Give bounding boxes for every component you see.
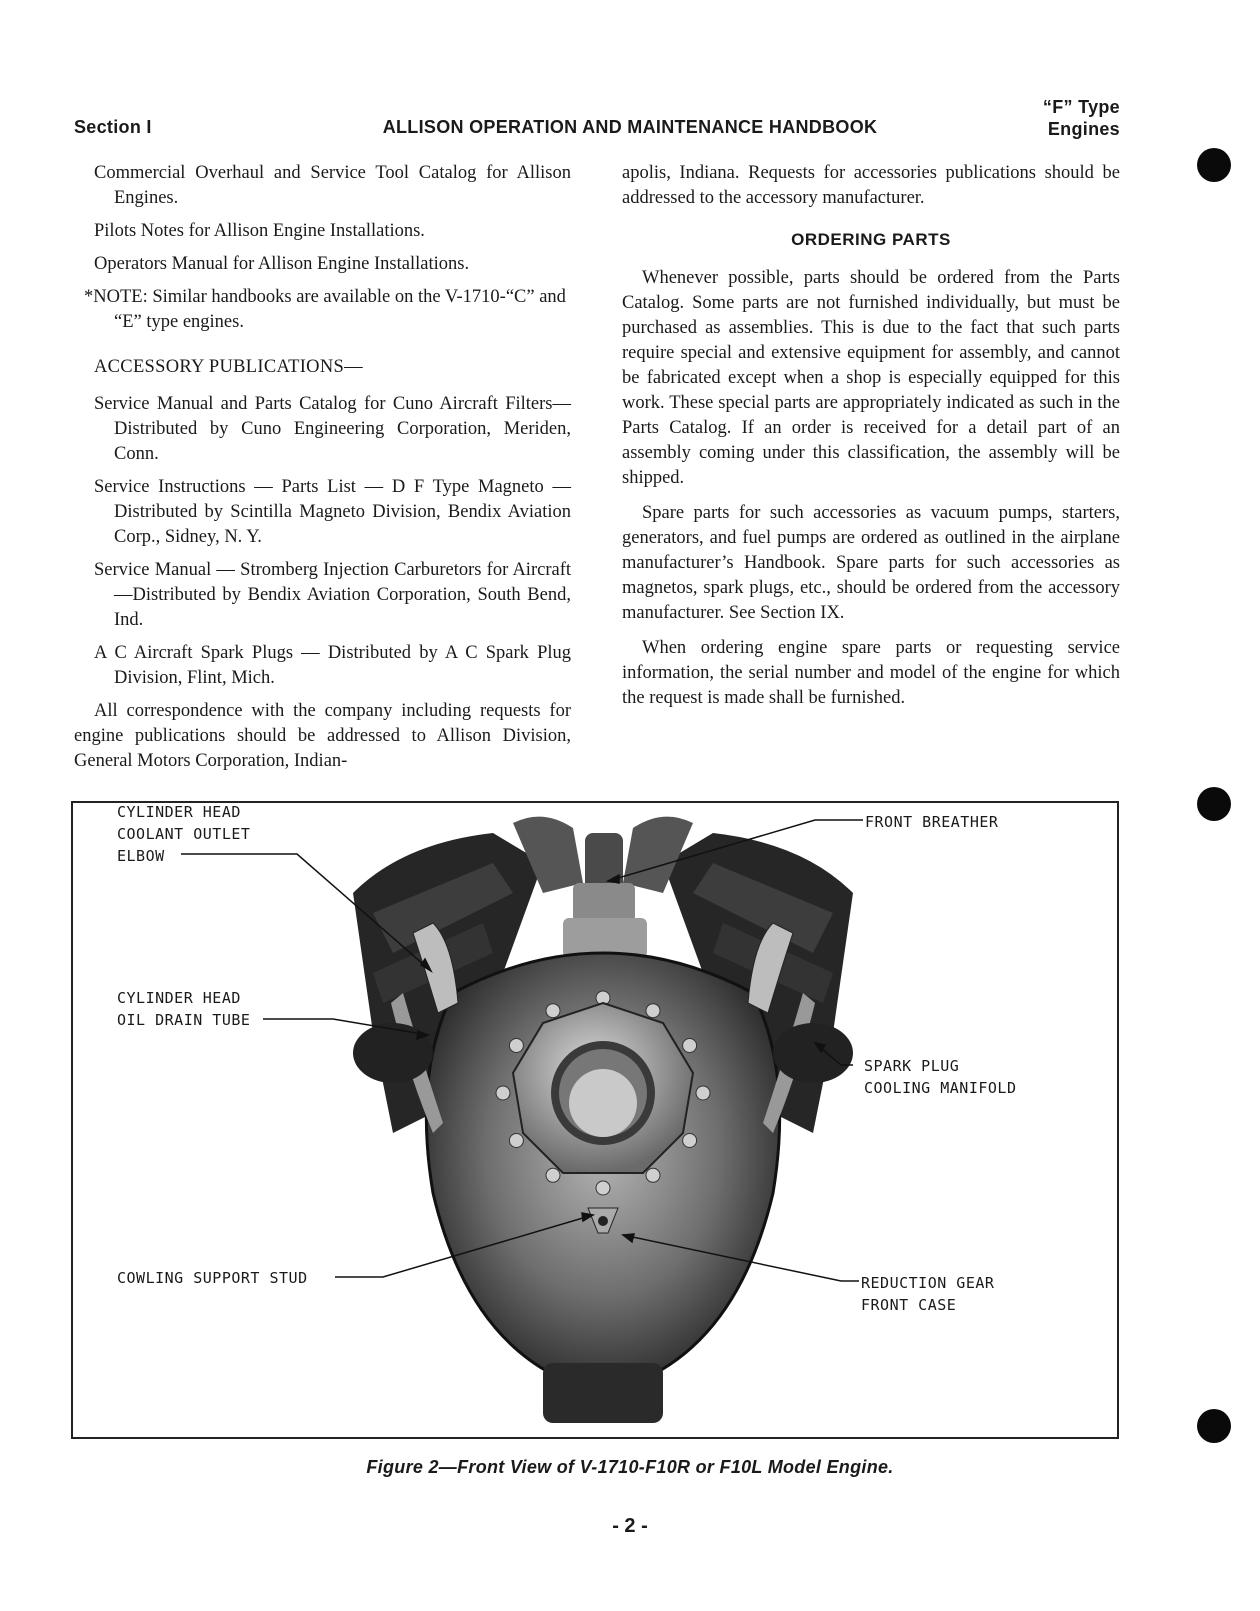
engine-type-label xyxy=(1043,96,1120,140)
bolt xyxy=(646,1004,660,1018)
callout-reduction-gear: REDUCTION GEAR FRONT CASE xyxy=(861,1274,995,1314)
section-label: Section I xyxy=(74,117,152,137)
left-column xyxy=(74,161,571,784)
handbook-title: ALLISON OPERATION AND MAINTENANCE HANDBOOK xyxy=(382,117,878,137)
publication-item: Operators Manual for Allison Engine Installations. xyxy=(94,254,470,274)
bolt xyxy=(683,1134,697,1148)
bolt xyxy=(546,1004,560,1018)
note-text: *NOTE: Similar handbooks are available on the V-1710-“C” and “E” type engines. xyxy=(84,287,566,332)
binder-hole xyxy=(1197,1409,1231,1443)
accessory-heading: ACCESSORY PUBLICATIONS— xyxy=(94,357,363,377)
accessory-item: Service Manual — Stromberg Injection Carburetors for Aircraft—Distributed by Bendix Aviation Corporation, South Bend, Ind. xyxy=(94,560,571,630)
engine-figure xyxy=(71,801,1119,1439)
accessory-item: A C Aircraft Spark Plugs — Distributed by A C Spark Plug Division, Flint, Mich. xyxy=(94,643,571,688)
callout-cowling-stud: COWLING SUPPORT STUD xyxy=(117,1269,308,1287)
binder-hole xyxy=(1197,787,1231,821)
bolt xyxy=(596,1181,610,1195)
propeller-hub xyxy=(513,1003,693,1173)
accessory-item: Service Manual and Parts Catalog for Cuno Aircraft Filters—Distributed by Cuno Engineering Corporation, Meriden, Conn. xyxy=(94,394,571,464)
ordering-paragraph: Whenever possible, parts should be ordered from the Parts Catalog. Some parts are not furnished individually, but must be purchased as assemblies. This is due to the fact that such parts require special and extensive equipment for assembly, and cannot be fabricated except when a shop is especially equipped for this work. These special parts are appropriately indicated as such in the Parts Catalog. If an order is received for a detail part of an assembly coming under this classification, the assembly will be shipped. xyxy=(622,268,1120,488)
figure-caption: Figure 2—Front View of V-1710-F10R or F10L Model Engine. xyxy=(366,1457,894,1477)
engine-photo xyxy=(73,803,1117,1437)
ordering-paragraph: When ordering engine spare parts or requesting service information, the serial number and model of the engine for which the request is made shall be furnished. xyxy=(622,638,1120,708)
right-column xyxy=(622,161,1120,721)
engine-type-line1: “F” Type xyxy=(1042,97,1120,117)
correspondence-paragraph: All correspondence with the company including requests for engine publications should be addressed to Allison Division, General Motors Corporation, Indian- xyxy=(74,701,571,771)
callout-front-breather: FRONT BREATHER xyxy=(865,813,999,831)
continuation-paragraph: apolis, Indiana. Requests for accessories publications should be addressed to the accessory manufacturer. xyxy=(622,163,1120,208)
engine-type-line2: Engines xyxy=(1047,119,1120,139)
publication-item: Pilots Notes for Allison Engine Installations. xyxy=(94,221,425,241)
callout-spark-plug-manifold: SPARK PLUG COOLING MANIFOLD xyxy=(864,1057,1017,1097)
bolt xyxy=(546,1168,560,1182)
bolt xyxy=(696,1086,710,1100)
callout-coolant-outlet: CYLINDER HEAD COOLANT OUTLET ELBOW xyxy=(117,803,251,865)
bolt xyxy=(646,1168,660,1182)
bolt xyxy=(683,1039,697,1053)
binder-hole xyxy=(1197,148,1231,182)
bolt xyxy=(509,1134,523,1148)
ordering-paragraph: Spare parts for such accessories as vacuum pumps, starters, generators, and fuel pumps are ordered as outlined in the airplane manufacturer’s Handbook. Spare parts for such accessories as magnetos, spark plugs, etc., should be ordered from the accessory manufacturer. See Section IX. xyxy=(622,503,1120,623)
publication-item: Commercial Overhaul and Service Tool Catalog for Allison Engines. xyxy=(94,163,571,208)
page-number: - 2 - xyxy=(612,1515,648,1537)
callout-oil-drain: CYLINDER HEAD OIL DRAIN TUBE xyxy=(117,989,251,1029)
bolt xyxy=(496,1086,510,1100)
bolt xyxy=(509,1039,523,1053)
accessory-item: Service Instructions — Parts List — D F Type Magneto — Distributed by Scintilla Magneto Division, Bendix Aviation Corp., Sidney, N. Y. xyxy=(94,477,571,547)
ordering-parts-heading: ORDERING PARTS xyxy=(791,230,951,249)
